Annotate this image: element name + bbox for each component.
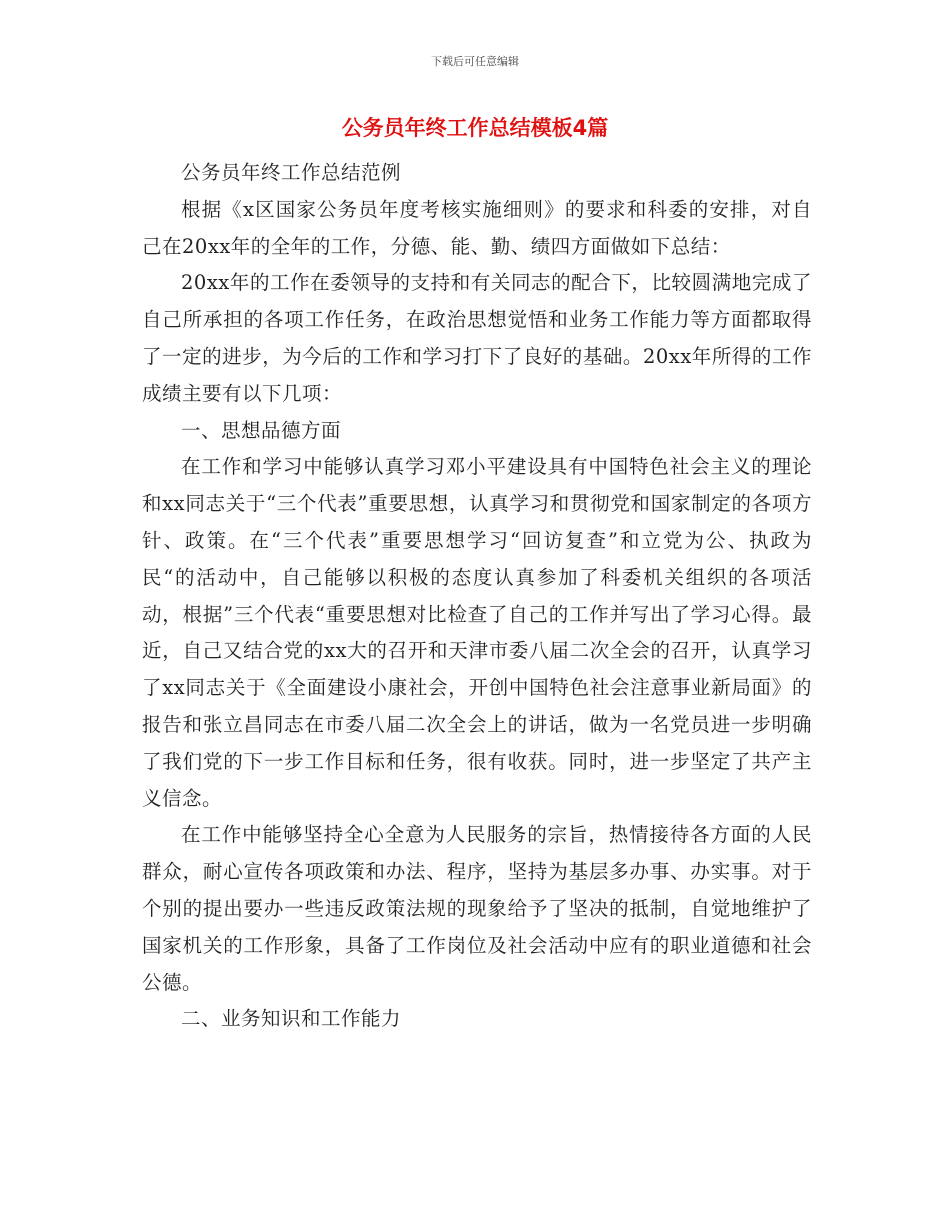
document-title: 公务员年终工作总结模板4篇 [341,116,609,140]
intro-paragraph: 根据《x区国家公务员年度考核实施细则》的要求和科委的安排，对自己在20xx年的全年的工作，分德、能、勤、绩四方面做如下总结： [142,197,812,258]
summary-paragraph: 20xx年的工作在委领导的支持和有关同志的配合下，比较圆满地完成了自己所承担的各项工作任务，在政治思想觉悟和业务工作能力等方面都取得了一定的进步，为今后的工作和学习打下了良好的基础。20xx年所得的工作成绩主要有以下几项： [142,271,812,405]
body-paragraph: 在工作中能够坚持全心全意为人民服务的宗旨，热情接待各方面的人民群众，耐心宣传各项政策和办法、程序，坚持为基层多办事、办实事。对于个别的提出要办一些违反政策法规的现象给予了坚决的抵制，自觉地维护了国家机关的工作形象，具备了工作岗位及社会活动中应有的职业道德和社会公德。 [142,823,812,994]
page-header: 下载后可任意编辑 [431,55,519,68]
section-heading-2: 二、业务知识和工作能力 [181,1007,402,1031]
section-heading-1: 一、思想品德方面 [181,418,342,442]
body-paragraph: 在工作和学习中能够认真学习邓小平建设具有中国特色社会主义的理论和xx同志关于“三个代表”重要思想，认真学习和贯彻党和国家制定的各项方针、政策。在“三个代表”重要思想学习“回访复查”和立党为公、执政为民“的活动中，自己能够以积极的态度认真参加了科委机关组织的各项活动，根据”三个代表“重要思想对比检查了自己的工作并写出了学习心得。最近，自己又结合党的xx大的召开和天津市委八届二次全会的召开，认真学习了xx同志关于《全面建设小康社会，开创中国特色社会注意事业新局面》的报告和张立昌同志在市委八届二次全会上的讲话，做为一名党员进一步明确了我们党的下一步工作目标和任务，很有收获。同时，进一步坚定了共产主义信念。 [142,455,812,810]
document-body [142,155,812,1038]
section-subtitle: 公务员年终工作总结范例 [181,161,402,184]
